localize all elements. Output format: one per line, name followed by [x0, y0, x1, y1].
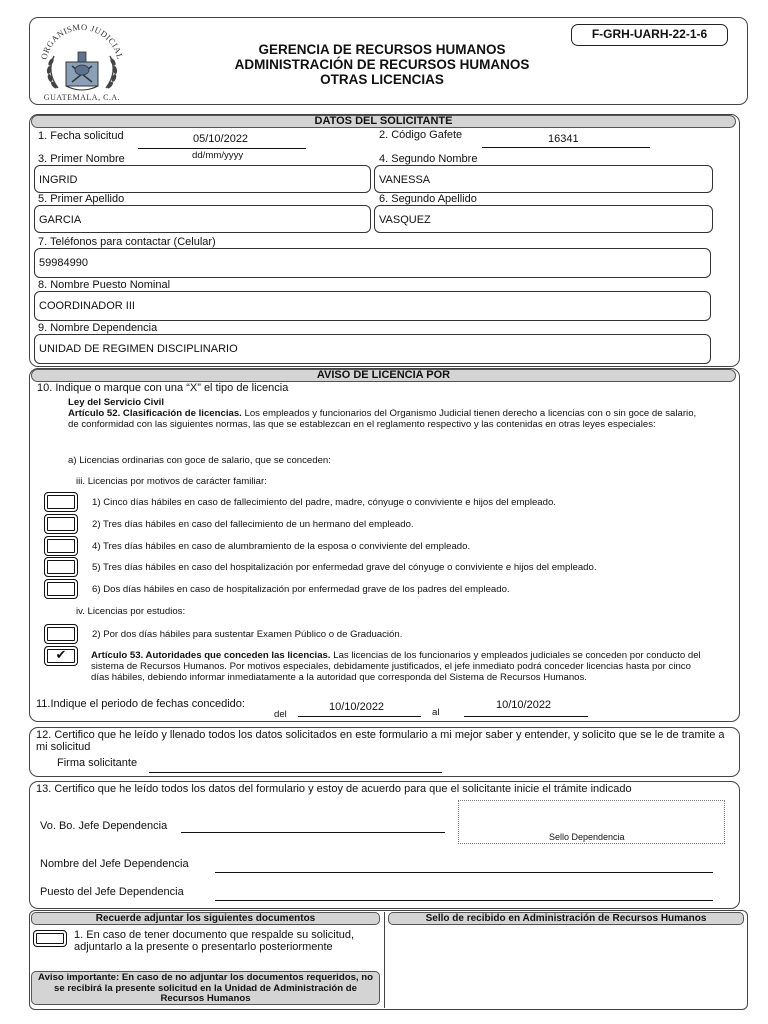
- second-surname-field[interactable]: VASQUEZ: [374, 205, 713, 233]
- article52-heading: Artículo 52. Clasificación de licencias.: [68, 408, 242, 419]
- reminder-item-text: 1. En caso de tener documento que respalde su solicitud, adjuntarlo a la presente o presentarlo posteriormente: [74, 929, 355, 953]
- dependency-stamp-label: Sello Dependencia: [549, 832, 625, 842]
- article53-text: [91, 650, 711, 683]
- header-titles: [180, 42, 584, 87]
- second-name-label: 4. Segundo Nombre: [379, 153, 478, 165]
- notice-section-title: AVISO DE LICENCIA POR: [31, 369, 736, 382]
- date-value[interactable]: 05/10/2022: [193, 133, 249, 145]
- badge-underline: [482, 147, 650, 148]
- law-title: Ley del Servicio Civil: [68, 397, 164, 408]
- period-to-value[interactable]: 10/10/2022: [496, 699, 552, 711]
- applicant-signature-line[interactable]: [149, 772, 442, 773]
- title-otras-licencias: OTRAS LICENCIAS: [320, 72, 444, 87]
- option-5-text: 5) Tres días hábiles en caso del hospitalización por enfermedad grave del cónyuge o conviviente e hijos del empleado.: [92, 562, 597, 573]
- received-stamp-title: Sello de recibido en Administración de Recursos Humanos: [388, 912, 744, 925]
- first-name-field[interactable]: INGRID: [34, 165, 371, 193]
- option-1-text: 1) Cinco días hábiles en caso de fallecimiento del padre, madre, cónyuge o conviviente e hijos del empleado.: [92, 497, 556, 508]
- title-gerencia: GERENCIA DE RECURSOS HUMANOS: [258, 42, 506, 57]
- study-option-text: 2) Por dos días hábiles para sustentar Examen Público o de Graduación.: [92, 629, 403, 640]
- checkbox-option-2[interactable]: [44, 514, 78, 534]
- head-name-line[interactable]: [215, 872, 713, 873]
- phone-field[interactable]: 59984990: [34, 248, 711, 278]
- period-to-label: al: [432, 707, 440, 718]
- date-format-hint: dd/mm/yyyy: [192, 150, 244, 161]
- checkbox-option-1[interactable]: [44, 492, 78, 512]
- applicant-signature-label: Firma solicitante: [57, 757, 138, 769]
- position-field[interactable]: COORDINADOR III: [34, 291, 711, 321]
- head-name-label: Nombre del Jefe Dependencia: [40, 858, 189, 870]
- first-surname-field[interactable]: GARCIA: [34, 205, 371, 233]
- checkbox-article53[interactable]: ✔: [44, 646, 78, 666]
- period-to-underline: [464, 716, 588, 717]
- badge-value[interactable]: 16341: [548, 133, 579, 145]
- first-surname-label: 5. Primer Apellido: [38, 193, 125, 205]
- received-stamp-area: [388, 927, 744, 1007]
- checkbox-option-5[interactable]: [44, 557, 78, 577]
- item-iv-studies: iv. Licencias por estudios:: [76, 606, 186, 617]
- dependency-label: 9. Nombre Dependencia: [38, 322, 158, 334]
- date-underline: [138, 148, 306, 149]
- option-4-text: 4) Tres días hábiles en caso de alumbramiento de la esposa o conviviente del empleado.: [92, 541, 471, 552]
- title-administracion: ADMINISTRACIÓN DE RECURSOS HUMANOS: [234, 57, 530, 72]
- badge-label: 2. Código Gafete: [379, 129, 463, 141]
- date-label: 1. Fecha solicitud: [38, 130, 124, 142]
- head-position-label: Puesto del Jefe Dependencia: [40, 886, 184, 898]
- position-label: 8. Nombre Puesto Nominal: [38, 279, 171, 291]
- item-iii-family: iii. Licencias por motivos de carácter familiar:: [76, 476, 267, 487]
- article52-text: [68, 408, 708, 430]
- period-from-value[interactable]: 10/10/2022: [329, 701, 385, 713]
- period-from-label: del: [274, 709, 287, 720]
- organismo-judicial-logo: [32, 22, 132, 104]
- logo-bottom-text: GUATEMALA, C.A.: [43, 93, 121, 102]
- vobo-label: Vo. Bo. Jefe Dependencia: [40, 820, 168, 832]
- period-from-underline: [298, 716, 421, 717]
- head-position-line[interactable]: [215, 900, 713, 901]
- certification-applicant-text: 12. Certifico que he leído y llenado todos los datos solicitados en este formulario a mi mejor saber y entender, y solicito que se le de tramite a mi solicitud: [36, 729, 725, 753]
- logo-arc-text: ORGANISMO JUDICIAL: [38, 22, 126, 61]
- form-code-badge: F-GRH-UARH-22-1-6: [571, 24, 728, 46]
- checkbox-study-option[interactable]: [44, 624, 78, 644]
- checkbox-option-6[interactable]: [44, 579, 78, 599]
- applicant-section-title: DATOS DEL SOLICITANTE: [31, 115, 736, 128]
- period-label: 11.Indique el periodo de fechas concedido:: [36, 698, 245, 710]
- article52-body: Los empleados y funcionarios del Organismo Judicial tienen derecho a licencias con o sin goce de salario, de conformidad con las siguientes normas, las que se establezcan en el reglamento respectivo y las contenidas en otras leyes especiales:: [68, 408, 697, 430]
- option-2-text: 2) Tres días hábiles en caso del fallecimiento de un hermano del empleado.: [92, 519, 414, 530]
- important-warning: Aviso importante: En caso de no adjuntar los documentos requeridos, no se recibirá la presente solicitud en la Unidad de Administración de Recursos Humanos: [31, 971, 380, 1005]
- article53-body: Las licencias de los funcionarios y empleados judiciales se conceden por conducto del sistema de Recursos Humanos. Por motivos especiales, debidamente justificados, el jefe inmediato podrá conceder licencias hasta por cinco días hábiles, debiendo informar inmediatamente a la autoridad que corresponda del Sistema de Recursos Humanos.: [91, 650, 701, 683]
- dependency-field[interactable]: UNIDAD DE REGIMEN DISCIPLINARIO: [34, 334, 711, 364]
- checkbox-option-4[interactable]: [44, 536, 78, 556]
- second-name-field[interactable]: VANESSA: [374, 165, 713, 193]
- checkbox-attached-document[interactable]: [33, 930, 67, 947]
- footer-divider: [384, 912, 385, 1008]
- vobo-signature-line[interactable]: [181, 832, 445, 833]
- phone-label: 7. Teléfonos para contactar (Celular): [38, 236, 216, 248]
- first-name-label: 3. Primer Nombre: [38, 153, 125, 165]
- option-6-text: 6) Dos días hábiles en caso de hospitalización por enfermedad grave de los padres del empleado.: [92, 584, 510, 595]
- item-a-ordinary: a) Licencias ordinarias con goce de salario, que se conceden:: [68, 455, 331, 466]
- reminder-title: Recuerde adjuntar los siguientes documentos: [31, 912, 380, 925]
- license-type-instruction: 10. Indique o marque con una “X” el tipo de licencia: [37, 382, 289, 394]
- article53-heading: Artículo 53. Autoridades que conceden las licencias.: [91, 650, 331, 661]
- second-surname-label: 6. Segundo Apellido: [379, 193, 477, 205]
- certification-head-text: 13. Certifico que he leído todos los datos del formulario y estoy de acuerdo para que el solicitante inicie el trámite indicado: [36, 783, 632, 795]
